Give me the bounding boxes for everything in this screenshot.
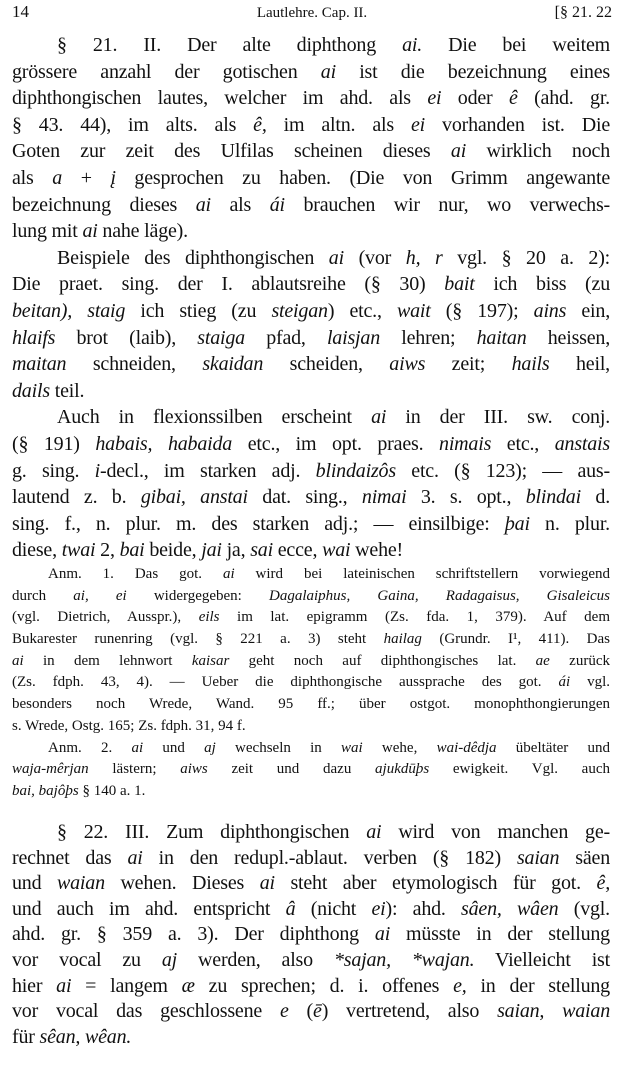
italic-term: ē [313, 1000, 322, 1023]
roman-text: etc. (§ 123); — aus- [395, 459, 610, 482]
italic-term: hailag [383, 631, 422, 648]
italic-term: æ [181, 974, 195, 997]
roman-text: wehe, [362, 739, 437, 756]
italic-term: â [285, 897, 296, 920]
roman-text: (§ 197); [430, 299, 534, 322]
roman-text: Die bei weitem [422, 34, 610, 56]
roman-text: besonders noch Wrede, Wand. 95 ff.; über ostgot. monophthongierungen [12, 696, 610, 713]
roman-text: in den redupl.-ablaut. verben (§ 182) [142, 846, 517, 869]
body-paragraph [12, 404, 610, 564]
roman-text: ) vertretend, also [321, 1000, 498, 1023]
roman-text: wechseln in [215, 739, 341, 756]
italic-term: anstais [554, 432, 610, 455]
roman-text: = langem [71, 974, 182, 997]
italic-term: skaidan [202, 353, 264, 376]
italic-term: ai [12, 652, 24, 669]
italic-term: ai, ei [73, 587, 127, 604]
italic-term: aj [161, 948, 178, 971]
text-line [12, 607, 610, 629]
roman-text: Die praet. sing. der I. ablautsreihe (§ 30) [12, 273, 445, 296]
text-line [12, 781, 610, 803]
italic-term: staiga [197, 326, 245, 349]
roman-text: ein, [566, 299, 611, 322]
italic-term: ai [450, 140, 467, 163]
roman-text: ich stieg (zu [125, 299, 272, 322]
italic-term: i [94, 459, 100, 482]
roman-text: zeit und dazu [207, 761, 376, 778]
roman-text: § 22. III. Zum diphthongischen [57, 821, 367, 843]
roman-text: für [12, 1025, 40, 1048]
italic-term: blindaizôs [315, 459, 396, 482]
roman-text: beide, [144, 539, 202, 562]
italic-term: į [110, 166, 116, 189]
roman-text: schneiden, [66, 353, 203, 376]
italic-term: e [279, 1000, 289, 1023]
italic-term: ai [222, 566, 235, 582]
roman-text: pfad, [244, 326, 327, 349]
roman-text: grössere anzahl der gotischen [12, 60, 321, 83]
roman-text: Goten zur zeit des Ulfilas scheinen dieses [12, 140, 451, 163]
italic-term: bai [119, 539, 145, 562]
roman-text: übeltäter und [496, 739, 611, 756]
roman-text: oder [441, 87, 509, 110]
roman-text: § 21. II. Der alte diphthong [57, 34, 403, 56]
roman-text: (vgl. Dietrich, Ausspr.), [12, 609, 199, 626]
roman-text: in dem lehnwort [23, 652, 192, 669]
roman-text: werden, also [177, 948, 334, 971]
italic-term: dails [12, 379, 50, 402]
roman-text: vgl. [570, 674, 610, 691]
page-number: 14 [12, 2, 29, 21]
italic-term: steigan [271, 299, 328, 322]
roman-text: lästern; [88, 761, 181, 778]
italic-term: wai [341, 739, 363, 756]
italic-term: sai [250, 539, 273, 562]
roman-text: (vgl. [558, 897, 610, 920]
text-line [12, 759, 610, 781]
roman-text: brauchen wir nur, wo verwechs- [284, 193, 611, 216]
italic-term: Dagalaiphus, Gaina, Radagaisus, Gisaleicus [269, 587, 611, 604]
body-paragraph [12, 245, 610, 405]
italic-term: ai [371, 406, 387, 429]
body-paragraph [12, 820, 610, 1050]
italic-term: ei [371, 897, 386, 920]
roman-text: steht aber etymologisch für got. [274, 872, 597, 895]
italic-term: nimai [361, 486, 407, 509]
italic-term: kaisar [191, 652, 230, 669]
roman-text: durch [12, 587, 74, 604]
roman-text: wehe! [350, 539, 404, 562]
roman-text: im lat. epigramm (Zs. fda. 1, 379). Auf dem [219, 609, 610, 626]
italic-term: ai [320, 60, 336, 83]
roman-text: lung mit [12, 220, 83, 243]
roman-text: (Grundr. I¹, 411). Das [421, 631, 611, 648]
text-line [12, 694, 610, 716]
roman-text: widergegeben: [126, 587, 269, 604]
italic-term: eils [198, 609, 220, 626]
roman-text: ist die bezeichnung eines [335, 60, 610, 83]
italic-term: ai [374, 923, 391, 946]
text-line [12, 271, 610, 298]
text-line [12, 922, 610, 948]
text-line [12, 351, 610, 378]
italic-term: ei [427, 87, 442, 110]
roman-text: ewigkeit. Vgl. auch [429, 761, 611, 778]
text-line [12, 716, 610, 738]
roman-text: Beispiele des diphthongischen [57, 246, 329, 269]
italic-term: *sajan, *wajan. [333, 948, 475, 971]
italic-term: saian, waian [497, 1000, 610, 1023]
roman-text: ich biss (zu [474, 273, 610, 296]
italic-term: hails [511, 353, 550, 376]
roman-text: ja, [221, 539, 251, 562]
italic-term: wai-dêdja [436, 739, 497, 756]
roman-text: gesprochen zu haben. (Die von Grimm angewante [115, 166, 610, 189]
roman-text: ): ahd. [385, 897, 462, 920]
italic-term: blindai [525, 486, 581, 509]
roman-text: vorhanden ist. Die [425, 113, 610, 136]
italic-term: waja-mêrjan [12, 761, 89, 778]
italic-term: ai [56, 974, 72, 997]
italic-term: saian [516, 846, 560, 869]
roman-text: nahe läge). [97, 220, 188, 243]
italic-term: ajukdūþs [375, 761, 430, 778]
section-range: [§ 21. 22 [554, 4, 612, 21]
italic-term: sêan, wêan. [39, 1025, 132, 1048]
body-paragraph [12, 32, 610, 245]
text-line [12, 192, 610, 219]
roman-text: (vor [343, 246, 406, 269]
italic-term: aj [204, 739, 216, 756]
roman-text: Bukarester runenring (vgl. § 221 a. 3) steht [12, 631, 384, 648]
roman-text: (ahd. gr. [517, 87, 610, 110]
italic-term: nimais [439, 432, 492, 455]
italic-term: e, [453, 974, 467, 997]
roman-text: müsste in der stellung [390, 923, 610, 946]
roman-text: diese, [12, 539, 62, 562]
roman-text: wird bei lateinischen schriftstellern vorwiegend [234, 566, 610, 582]
roman-text: etc., [491, 432, 555, 455]
italic-term: ê, [596, 872, 610, 895]
footnote-paragraph [12, 738, 610, 803]
roman-text: diphthongischen lautes, welcher im ahd. als [12, 87, 428, 110]
text-line [12, 672, 610, 694]
italic-term: ai [82, 220, 98, 243]
roman-text: und [12, 872, 57, 895]
roman-text: lautend z. b. [12, 486, 141, 509]
italic-term: ains [533, 299, 567, 322]
roman-text: n. plur. [529, 512, 610, 535]
roman-text [72, 300, 87, 322]
text-line [12, 458, 610, 485]
text-line [12, 245, 610, 272]
roman-text: (nicht [295, 897, 372, 920]
roman-text: zurück [549, 652, 610, 669]
text-line [12, 1025, 610, 1051]
text-line [12, 564, 610, 586]
roman-text: heil, [549, 353, 610, 376]
roman-text: (Zs. fdph. 43, 4). — Ueber die diphthongische aussprache des got. [12, 674, 559, 691]
roman-text: säen [559, 846, 611, 869]
italic-term: bai, bajôþs [12, 782, 79, 799]
italic-term: ai [366, 821, 382, 843]
roman-text: § 43. 44), im alts. als [12, 113, 254, 136]
italic-term: a [52, 166, 63, 189]
roman-text: bezeichnung dieses [12, 193, 196, 216]
roman-text: sing. f., n. plur. m. des starken adj.; — einsilbige: [12, 512, 505, 535]
roman-text: ecce, [272, 539, 323, 562]
footnote-paragraph [12, 564, 610, 738]
italic-term: h, r [405, 246, 443, 269]
text-line [12, 85, 610, 112]
roman-text: vor vocal das geschlossene [12, 1000, 280, 1023]
roman-text: Auch in flexionssilben erscheint [57, 406, 372, 429]
roman-text: vor vocal zu [12, 948, 162, 971]
roman-text: teil. [49, 379, 85, 402]
roman-text: wird von manchen ge- [381, 821, 610, 843]
text-line [12, 511, 610, 538]
italic-term: waian [56, 872, 105, 895]
italic-term: ai [259, 872, 275, 895]
italic-term: þai [504, 512, 530, 535]
italic-term: ai [127, 846, 143, 869]
italic-term: ae [535, 652, 550, 669]
text-line [12, 112, 610, 139]
text-line [12, 820, 610, 846]
roman-text: g. sing. [12, 459, 95, 482]
text-line [12, 846, 610, 872]
text-line [12, 325, 610, 352]
italic-term: ái [269, 193, 285, 216]
text-line [12, 974, 610, 1000]
italic-term: sâen, wâen [461, 897, 559, 920]
text-line [12, 537, 610, 564]
italic-term: ê, [253, 113, 267, 136]
running-title: Lautlehre. Cap. II. [256, 5, 368, 21]
italic-term: ai [328, 246, 344, 269]
text-line [12, 999, 610, 1025]
roman-text: lehren; [380, 326, 477, 349]
roman-text: wehen. Dieses [104, 872, 260, 895]
roman-text: als [12, 166, 53, 189]
roman-text: (§ 191) [12, 432, 96, 455]
roman-text: + [62, 166, 111, 189]
italic-term: hlaifs [12, 326, 56, 349]
roman-text: etc., im opt. praes. [232, 432, 440, 455]
roman-text: als [210, 193, 270, 216]
roman-text: -decl., im starken adj. [100, 459, 316, 482]
roman-text: brot (laib), [55, 326, 198, 349]
text-line [12, 59, 610, 86]
italic-term: haitan [476, 326, 527, 349]
roman-text: zu sprechen; d. i. offenes [194, 974, 454, 997]
roman-text: hier [12, 974, 57, 997]
text-line [12, 404, 610, 431]
roman-text: s. Wrede, Ostg. 165; Zs. fdph. 31, 94 f. [12, 717, 246, 734]
roman-text: geht noch auf diphthongisches lat. [229, 652, 536, 669]
italic-term: ái [558, 674, 571, 691]
italic-term: ai. [402, 34, 423, 56]
roman-text: und auch im ahd. entspricht [12, 897, 286, 920]
roman-text: Anm. 1. Das got. [48, 566, 223, 582]
roman-text: 3. s. opt., [406, 486, 526, 509]
italic-term: aiws [389, 353, 426, 376]
text-line [12, 218, 610, 245]
italic-term: staig [87, 299, 126, 322]
roman-text: rechnet das [12, 846, 128, 869]
text-line [12, 948, 610, 974]
italic-term: ai [195, 193, 211, 216]
roman-text: ( [288, 1000, 313, 1023]
italic-term: aiws [180, 761, 208, 778]
text-line [12, 586, 610, 608]
roman-text: § 140 a. 1. [78, 782, 146, 799]
roman-text: ) etc., [327, 299, 397, 322]
italic-term: gibai, anstai [140, 486, 248, 509]
roman-text: vgl. § 20 a. 2): [442, 246, 611, 269]
italic-term: ê [508, 87, 518, 110]
italic-term: ei [410, 113, 426, 136]
italic-term: maitan [12, 353, 67, 376]
text-line [12, 738, 610, 760]
text-line [12, 138, 610, 165]
text-line [12, 484, 610, 511]
roman-text: heissen, [526, 326, 611, 349]
text-line [12, 298, 610, 325]
roman-text: im altn. als [266, 113, 411, 136]
roman-text: Vielleicht ist [474, 948, 610, 971]
roman-text: wirklich noch [466, 140, 611, 163]
italic-term: beitan), [12, 299, 73, 322]
italic-term: wai [322, 539, 351, 562]
italic-term: bait [444, 273, 475, 296]
text-line [12, 431, 610, 458]
roman-text: ahd. gr. § 359 a. 3). Der diphthong [12, 923, 375, 946]
text-line [12, 378, 610, 405]
roman-text: dat. sing., [247, 486, 362, 509]
roman-text: in der III. sw. conj. [386, 406, 610, 429]
text-line [12, 897, 610, 923]
italic-term: wait [396, 299, 431, 322]
italic-term: ai [131, 739, 144, 756]
roman-text: d. [580, 486, 610, 509]
roman-text: und [143, 739, 205, 756]
text-line [12, 32, 610, 59]
roman-text: 2, [95, 539, 120, 562]
text-line [12, 871, 610, 897]
italic-term: habais, habaida [95, 432, 233, 455]
italic-term: laisjan [326, 326, 381, 349]
roman-text: in der stellung [466, 974, 610, 997]
text-line [12, 629, 610, 651]
roman-text: Anm. 2. [48, 739, 132, 756]
roman-text: scheiden, [263, 353, 390, 376]
text-line [12, 165, 610, 192]
text-line [12, 651, 610, 673]
roman-text: zeit; [425, 353, 512, 376]
italic-term: jai [201, 539, 222, 562]
italic-term: twai [61, 539, 96, 562]
